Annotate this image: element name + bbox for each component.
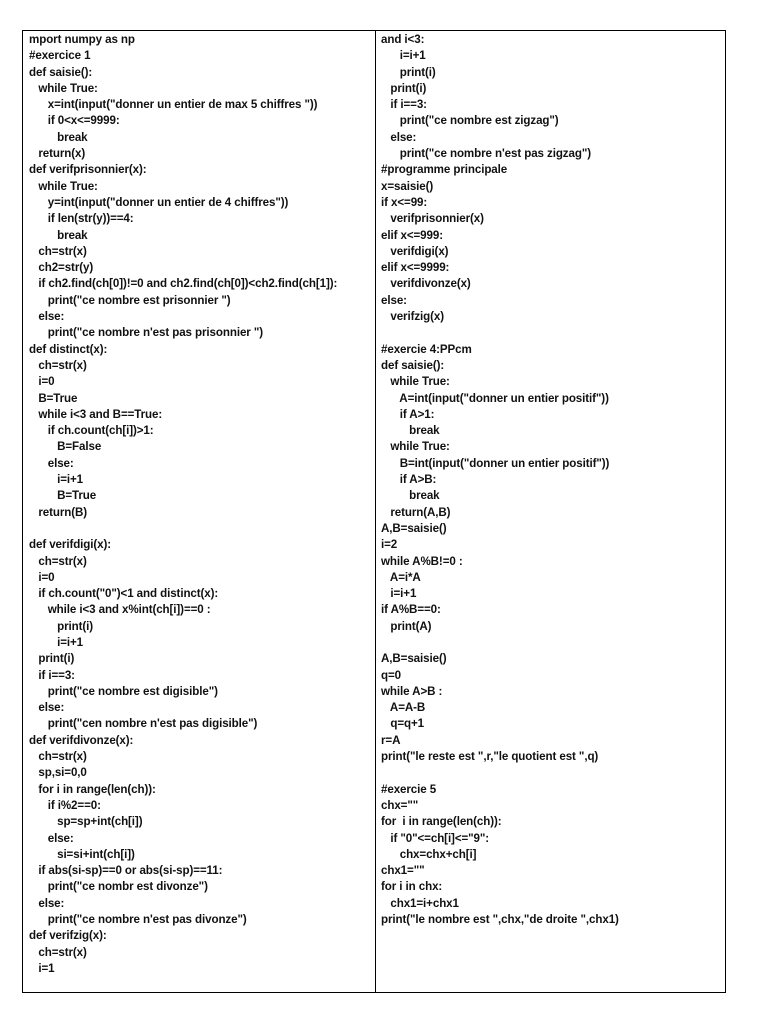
code-line: if i==3: (381, 98, 427, 112)
code-line: chx="" (381, 798, 419, 812)
code-line: i=i+1 (29, 635, 84, 649)
code-line: si=si+int(ch[i]) (29, 847, 135, 861)
code-line: print("ce nombre est prisonnier ") (29, 293, 231, 307)
code-line: if abs(si-sp)==0 or abs(si-sp)==11: (29, 864, 223, 878)
code-line: print("ce nombre n'est pas divonze") (29, 913, 247, 927)
code-line: q=0 (381, 668, 402, 682)
code-line: if ch2.find(ch[0])!=0 and ch2.find(ch[0])<ch2.find(ch[1]): (29, 277, 338, 291)
code-line: print(i) (381, 81, 427, 95)
column-divider (375, 31, 376, 992)
code-line: while True: (381, 375, 450, 389)
code-line (381, 325, 721, 341)
code-line: def saisie(): (29, 65, 93, 79)
code-line: break (381, 424, 440, 438)
code-line: if "0"<=ch[i]<="9": (381, 831, 490, 845)
code-line: sp=sp+int(ch[i]) (29, 815, 143, 829)
code-line: while True: (29, 179, 98, 193)
code-line: print("le reste est ",r,"le quotient est ",q) (381, 750, 599, 764)
code-line: ch2=str(y) (29, 261, 94, 275)
code-line: B=False (29, 440, 102, 454)
code-line: return(x) (29, 147, 86, 161)
code-line: while A%B!=0 : (381, 554, 463, 568)
code-line: ch=str(x) (29, 358, 87, 372)
code-line: ch=str(x) (29, 554, 87, 568)
code-line: else: (381, 293, 407, 307)
code-line: mport numpy as np (29, 33, 135, 46)
code-line: else: (29, 831, 74, 845)
code-line: A=i*A (381, 570, 421, 584)
code-line (381, 765, 721, 781)
code-line: print("cen nombre n'est pas digisible") (29, 717, 258, 731)
code-line: while True: (29, 81, 98, 95)
code-line: print("le nombre est ",chx,"de droite ",chx1) (381, 913, 619, 927)
code-line: i=2 (381, 538, 398, 552)
code-line: return(B) (29, 505, 88, 519)
code-line: elif x<=999: (381, 228, 443, 242)
code-line: B=int(input("donner un entier positif")) (381, 456, 610, 470)
code-line: print("ce nombre est digisible") (29, 684, 218, 698)
code-line: while i<3 and x%int(ch[i])==0 : (29, 603, 211, 617)
code-line: print(A) (381, 619, 432, 633)
code-line: r=A (381, 733, 401, 747)
code-line: if i%2==0: (29, 798, 101, 812)
code-line: if A>B: (381, 473, 437, 487)
code-line: A,B=saisie() (381, 652, 447, 666)
code-line: i=i+1 (381, 49, 426, 63)
code-line: print("ce nombre n'est pas prisonnier ") (29, 326, 263, 340)
code-line: verifprisonnier(x) (381, 212, 484, 226)
code-line: def verifzig(x): (29, 929, 107, 943)
code-line: else: (29, 896, 65, 910)
code-line: while True: (381, 440, 450, 454)
code-line: B=True (29, 391, 78, 405)
code-line: else: (29, 456, 74, 470)
code-line: return(A,B) (381, 505, 451, 519)
code-line: ch=str(x) (29, 244, 87, 258)
code-line: if len(str(y))==4: (29, 212, 134, 226)
code-line: break (29, 130, 88, 144)
code-line: chx1="" (381, 864, 425, 878)
code-line: def verifprisonnier(x): (29, 163, 147, 177)
code-line: else: (29, 310, 65, 324)
code-line: print("ce nombre n'est pas zigzag") (381, 147, 591, 161)
code-line: if ch.count("0")<1 and distinct(x): (29, 587, 219, 601)
code-line: def verifdivonze(x): (29, 733, 134, 747)
code-line: A=A-B (381, 701, 426, 715)
code-line: if ch.count(ch[i])>1: (29, 424, 154, 438)
code-line: print(i) (381, 65, 436, 79)
code-line: while i<3 and B==True: (29, 407, 163, 421)
code-line: i=0 (29, 570, 55, 584)
code-line: verifzig(x) (381, 310, 445, 324)
code-line: verifdivonze(x) (381, 277, 471, 291)
right-code-column (381, 32, 721, 928)
code-line: x=int(input("donner un entier de max 5 chiffres ")) (29, 98, 318, 112)
code-line: elif x<=9999: (381, 261, 450, 275)
code-line: #exercie 5 (381, 782, 437, 796)
code-line: print("ce nombre est zigzag") (381, 114, 559, 128)
code-line: #programme principale (381, 163, 508, 177)
code-line: #exercice 1 (29, 49, 91, 63)
code-line: if i==3: (29, 668, 75, 682)
left-code-column (29, 32, 369, 977)
code-line: def distinct(x): (29, 342, 108, 356)
code-line: i=i+1 (381, 587, 417, 601)
code-line: for i in range(len(ch)): (381, 815, 502, 829)
code-line: i=0 (29, 375, 55, 389)
code-line: verifdigi(x) (381, 244, 449, 258)
code-line: sp,si=0,0 (29, 766, 87, 780)
code-line: A=int(input("donner un entier positif")) (381, 391, 609, 405)
code-line: break (381, 489, 440, 503)
code-line: i=1 (29, 961, 55, 975)
code-line: q=q+1 (381, 717, 425, 731)
code-line: if 0<x<=9999: (29, 114, 120, 128)
code-line: print(i) (29, 619, 93, 633)
code-line (381, 635, 721, 651)
code-line: ch=str(x) (29, 750, 87, 764)
code-line: #exercie 4:PPcm (381, 342, 472, 356)
code-line: if x<=99: (381, 195, 428, 209)
code-line: while A>B : (381, 684, 443, 698)
code-line: y=int(input("donner un entier de 4 chiffres")) (29, 195, 289, 209)
code-line: if A%B==0: (381, 603, 441, 617)
code-line: x=saisie() (381, 179, 434, 193)
code-line: and i<3: (381, 33, 425, 46)
code-line: print("ce nombr est divonze") (29, 880, 208, 894)
code-line: chx=chx+ch[i] (381, 847, 477, 861)
code-document (22, 30, 726, 993)
code-line: for i in chx: (381, 880, 443, 894)
code-line: ch=str(x) (29, 945, 87, 959)
code-line: def saisie(): (381, 358, 445, 372)
code-line: A,B=saisie() (381, 521, 447, 535)
code-line: else: (381, 130, 417, 144)
code-line: chx1=i+chx1 (381, 896, 459, 910)
code-line: print(i) (29, 652, 75, 666)
code-line: def verifdigi(x): (29, 538, 112, 552)
code-line: else: (29, 701, 65, 715)
code-line: break (29, 228, 88, 242)
code-line: if A>1: (381, 407, 435, 421)
code-line: B=True (29, 489, 97, 503)
code-line: i=i+1 (29, 473, 84, 487)
code-line: for i in range(len(ch)): (29, 782, 156, 796)
code-line (29, 521, 369, 537)
